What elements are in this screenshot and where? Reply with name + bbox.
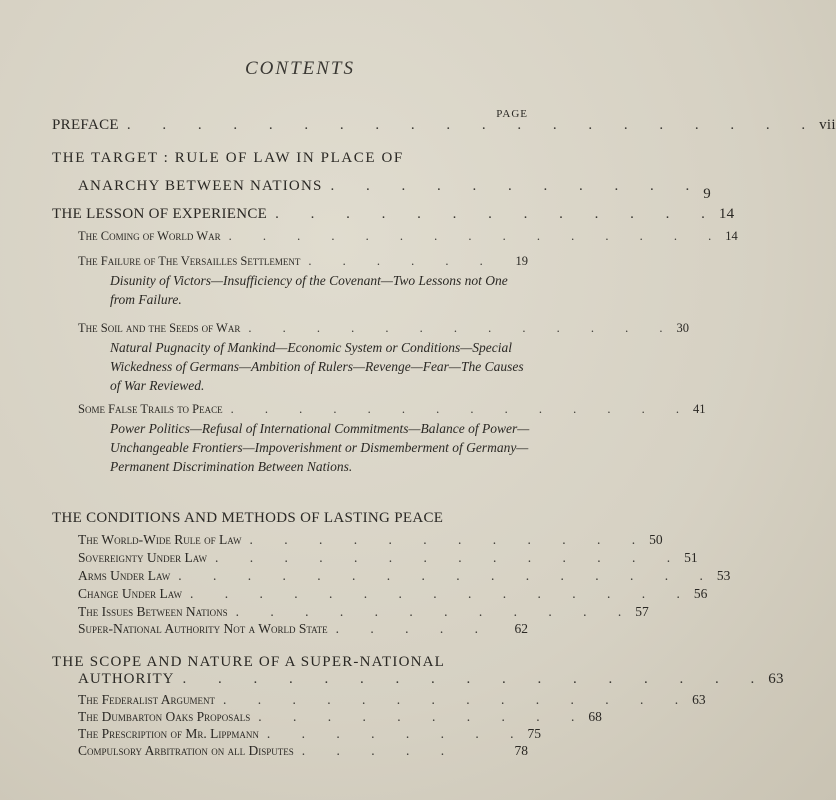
toc-description: Power Politics—Refusal of International Commitments—Balance of Power—Unchangeable Frontiers—Impoverishment or Dismemberment of Germany—Permanent Discrimination Between Nations. — [110, 421, 530, 474]
toc-subentry[interactable]: Arms Under Law . . . . . . . . . . . . . . . . 53 — [78, 568, 731, 583]
toc-label: AUTHORITY — [78, 671, 175, 687]
toc-description: Natural Pugnacity of Mankind—Economic System or Conditions—Special Wickedness of Germans—Ambition of Rulers—Revenge—Fear—The Causes of War Reviewed. — [110, 340, 524, 393]
toc-entry-scope-line1[interactable]: THE SCOPE AND NATURE OF A SUPER-NATIONAL — [52, 654, 446, 670]
toc-label: Change Under Law — [78, 586, 183, 601]
toc-entry-lesson[interactable]: THE LESSON OF EXPERIENCE . . . . . . . . . . . . . 14 — [52, 206, 735, 222]
toc-label: Super-National Authority Not a World State — [78, 621, 328, 636]
toc-subentry[interactable]: Change Under Law . . . . . . . . . . . . . . . 56 — [78, 586, 708, 601]
toc-label: The Federalist Argument — [78, 692, 215, 707]
toc-subentry[interactable]: The Issues Between Nations . . . . . . . . . . . . 57 — [78, 604, 649, 619]
toc-subentry[interactable]: The Failure of The Versailles Settlement . . . . . . 19 — [78, 254, 528, 268]
toc-subentry[interactable]: Compulsory Arbitration on all Disputes . . . . . 78 — [78, 743, 528, 758]
toc-page: 14 — [718, 206, 735, 222]
toc-label: Arms Under Law — [78, 568, 171, 583]
toc-subentry[interactable]: The Coming of World War . . . . . . . . . . . . . . . 14 — [78, 229, 738, 243]
toc-subentry[interactable]: The Soil and the Seeds of War . . . . . . . . . . . . . 30 — [78, 321, 689, 335]
toc-subentry[interactable]: Super-National Authority Not a World State . . . . . 62 — [78, 621, 528, 636]
toc-page: 41 — [692, 402, 706, 416]
toc-entry-conditions[interactable]: THE CONDITIONS AND METHODS OF LASTING PEACE — [52, 510, 444, 526]
toc-entry-scope-line2[interactable]: AUTHORITY . . . . . . . . . . . . . . . . . 63 — [78, 671, 784, 687]
page-column-header: PAGE — [496, 108, 528, 120]
toc-entry-target-line1[interactable]: THE TARGET : RULE OF LAW IN PLACE OF — [52, 150, 404, 166]
toc-subentry[interactable]: Sovereignty Under Law . . . . . . . . . . . . . . 51 — [78, 550, 698, 565]
toc-subentry[interactable]: Some False Trails to Peace . . . . . . . . . . . . . . 41 — [78, 402, 706, 416]
toc-label: ANARCHY BETWEEN NATIONS — [78, 178, 323, 194]
toc-subentry[interactable]: The Dumbarton Oaks Proposals . . . . . . . . . . 68 — [78, 709, 602, 724]
toc-page: 63 — [692, 692, 706, 707]
toc-label: Some False Trails to Peace — [78, 402, 223, 416]
toc-page: 51 — [684, 550, 698, 565]
toc-label: The Issues Between Nations — [78, 604, 228, 619]
toc-page: 30 — [676, 321, 689, 335]
toc-entry-target-line2[interactable]: ANARCHY BETWEEN NATIONS . . . . . . . . . . . 9 — [78, 178, 712, 202]
toc-page: 53 — [716, 568, 731, 583]
toc-page: vii — [819, 117, 836, 133]
toc-page: 62 — [514, 621, 528, 636]
toc-page: 14 — [725, 229, 738, 243]
toc-label: The Prescription of Mr. Lippmann — [78, 726, 259, 741]
toc-label: Compulsory Arbitration on all Disputes — [78, 743, 294, 758]
toc-page: 75 — [527, 726, 542, 741]
toc-label: The Soil and the Seeds of War — [78, 321, 241, 335]
toc-page: 56 — [693, 586, 708, 601]
toc-entry-preface[interactable]: PREFACE . . . . . . . . . . . . . . . . . . . . vii — [52, 117, 836, 133]
toc-page: 68 — [588, 709, 602, 724]
toc-subentry[interactable]: The Prescription of Mr. Lippmann . . . . . . . . 75 — [78, 726, 542, 741]
toc-label: The Failure of The Versailles Settlement — [78, 254, 301, 268]
toc-subentry[interactable]: The Federalist Argument . . . . . . . . . . . . . . 63 — [78, 692, 706, 707]
toc-label: PREFACE — [52, 117, 119, 133]
toc-description: Disunity of Victors—Insufficiency of the Covenant—Two Lessons not One from Failure. — [110, 273, 508, 307]
toc-label: The Dumbarton Oaks Proposals — [78, 709, 251, 724]
toc-label: The Coming of World War — [78, 229, 221, 243]
toc-label: THE LESSON OF EXPERIENCE — [52, 206, 268, 222]
toc-label: Sovereignty Under Law — [78, 550, 208, 565]
toc-page: 63 — [768, 671, 784, 687]
toc-page: 19 — [515, 254, 528, 268]
toc-label: The World-Wide Rule of Law — [78, 532, 242, 547]
toc-page: 50 — [649, 532, 663, 547]
toc-page: 57 — [635, 604, 649, 619]
page-title: CONTENTS — [245, 58, 355, 79]
toc-subentry[interactable]: The World-Wide Rule of Law . . . . . . . . . . . . 50 — [78, 532, 663, 547]
toc-page: 78 — [514, 743, 528, 758]
toc-page: 9 — [703, 186, 712, 202]
